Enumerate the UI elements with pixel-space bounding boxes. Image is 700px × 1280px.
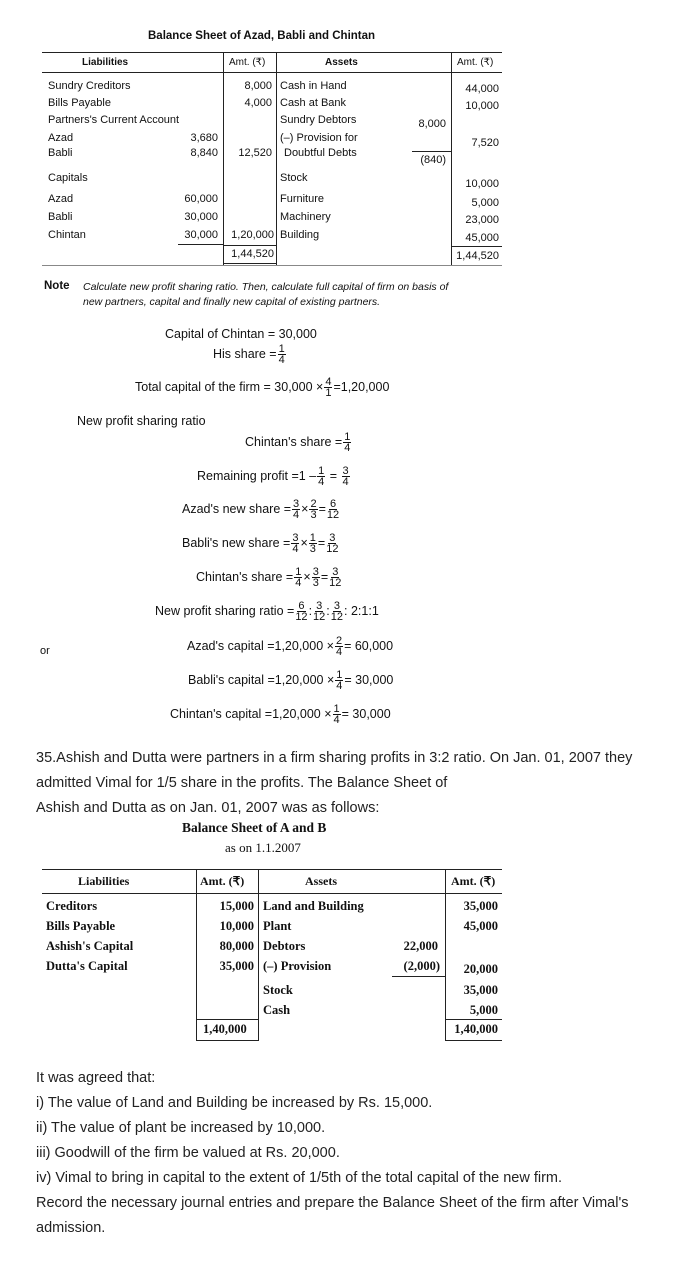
header-liabilities: Liabilities <box>78 874 130 888</box>
note-text: Calculate new profit sharing ratio. Then, calculate full capital of firm on basis of <box>83 281 449 293</box>
calc-line: Azad's capital =1,20,000 × $\frac{2}{4}$ = 60,000 <box>187 635 394 658</box>
liability-item: Azad <box>48 132 74 144</box>
col-divider <box>258 869 259 1041</box>
underline <box>451 246 502 247</box>
sub-amount: (840) <box>420 154 446 166</box>
header-amount: Amt. (₹) <box>229 57 266 68</box>
liability-amount: 10,000 <box>219 919 254 933</box>
asset-total: 1,40,000 <box>454 1022 498 1036</box>
underline <box>223 245 276 246</box>
asset-amount: 10,000 <box>465 100 499 112</box>
note-text: new partners, capital and finally new capital of existing partners. <box>83 296 381 308</box>
sub-amount: (2,000) <box>403 959 440 973</box>
asset-amount: 20,000 <box>463 962 498 976</box>
agreed-item: ii) The value of plant be increased by 10,000. <box>36 1120 326 1136</box>
asset-item: Furniture <box>280 193 325 205</box>
sub-amount: 3,680 <box>190 132 218 144</box>
underline <box>196 1019 258 1020</box>
table-top-border <box>42 52 502 53</box>
calc-line: Azad's new share = $\frac{3}{4}$ × $\frac{2}{3}$ = $\frac{6}{12}$ <box>182 498 340 521</box>
calc-line: Babli's new share = $\frac{3}{4}$ × $\frac{1}{3}$ = $\frac{3}{12}$ <box>182 532 339 555</box>
asset-item: Machinery <box>280 211 331 223</box>
asset-amount: 7,520 <box>471 137 499 149</box>
underline <box>392 976 445 977</box>
calc-line: Remaining profit =1 – $\frac{1}{4}$ = $\frac{3}{4}$ <box>197 465 349 488</box>
or-label: or <box>40 645 50 657</box>
liability-item: Bills Payable <box>48 97 111 109</box>
header-liabilities: Liabilities <box>82 57 129 68</box>
balance-sheet-date: as on 1.1.2007 <box>225 840 301 855</box>
sub-amount: 22,000 <box>403 939 438 953</box>
liability-item: Partners's Current Account <box>48 114 180 126</box>
balance-sheet-title: Balance Sheet of A and B <box>182 820 327 835</box>
col-divider <box>196 869 197 1041</box>
liability-item: Capitals <box>48 172 88 184</box>
sub-amount: 30,000 <box>184 229 218 241</box>
asset-item: Plant <box>263 919 292 933</box>
asset-amount: 35,000 <box>463 899 498 913</box>
liability-amount: 35,000 <box>219 959 254 973</box>
calc-line: His share = $\frac{1}{4}$ <box>213 343 285 366</box>
underline <box>196 1040 258 1041</box>
balance-sheet-title: Balance Sheet of Azad, Babli and Chintan <box>148 30 376 42</box>
asset-item: Doubtful Debts <box>284 147 357 159</box>
asset-item: Stock <box>280 172 308 184</box>
table-bottom-border <box>42 265 502 266</box>
asset-amount: 10,000 <box>465 178 499 190</box>
liability-item: Babli <box>48 211 73 223</box>
asset-amount: 45,000 <box>463 919 498 933</box>
header-assets: Assets <box>305 874 337 888</box>
instruction-text: admission. <box>36 1220 106 1236</box>
calc-line: Chintan's share = $\frac{1}{4}$ × $\frac{3}{3}$ = $\frac{3}{12}$ <box>196 566 342 589</box>
asset-item: Debtors <box>263 939 306 953</box>
liability-amount: 8,000 <box>244 80 272 92</box>
asset-amount: 35,000 <box>463 983 498 997</box>
asset-item: Building <box>280 229 320 241</box>
asset-item: Sundry Debtors <box>280 114 357 126</box>
asset-item: Cash at Bank <box>280 97 347 109</box>
asset-item: (–) Provision <box>263 959 332 973</box>
asset-item: Cash in Hand <box>280 80 347 92</box>
instruction-text: Record the necessary journal entries and prepare the Balance Sheet of the firm after Vimal's <box>36 1195 629 1211</box>
sub-amount: 8,000 <box>418 118 446 130</box>
liability-amount: 80,000 <box>219 939 254 953</box>
underline <box>445 1019 502 1020</box>
liability-item: Ashish's Capital <box>46 939 134 953</box>
liability-item: Creditors <box>46 899 98 913</box>
asset-item: Stock <box>263 983 293 997</box>
asset-amount: 5,000 <box>471 197 499 209</box>
table-header-border <box>42 72 502 73</box>
asset-amount: 23,000 <box>465 214 499 226</box>
header-assets: Assets <box>325 57 358 68</box>
header-amount-assets: Amt. (₹) <box>451 874 496 888</box>
calc-line: Chintan's capital =1,20,000 × $\frac{1}{4}$ = 30,000 <box>170 703 391 726</box>
liability-item: Bills Payable <box>46 919 116 933</box>
liability-item: Dutta's Capital <box>46 959 128 973</box>
asset-amount: 44,000 <box>465 83 499 95</box>
calc-line: Chintan's share = $\frac{1}{4}$ <box>245 431 351 454</box>
liability-amount: 4,000 <box>244 97 272 109</box>
sub-amount: 30,000 <box>184 211 218 223</box>
liability-total: 1,40,000 <box>203 1022 247 1036</box>
header-amount: Amt. (₹) <box>200 874 245 888</box>
col-divider <box>276 52 277 265</box>
underline <box>412 151 451 152</box>
liability-item: Chintan <box>48 229 86 241</box>
underline <box>445 1040 502 1041</box>
liability-amount: 1,20,000 <box>231 229 274 241</box>
agreed-heading: It was agreed that: <box>36 1070 156 1086</box>
table-top-border <box>42 869 502 870</box>
underline <box>223 263 276 264</box>
liability-amount: 15,000 <box>219 899 254 913</box>
header-amount-assets: Amt. (₹) <box>457 57 494 68</box>
asset-item: Land and Building <box>263 899 364 913</box>
agreed-item: iii) Goodwill of the firm be valued at Rs. 20,000. <box>36 1145 340 1161</box>
liability-item: Babli <box>48 147 73 159</box>
sub-amount: 8,840 <box>190 147 218 159</box>
asset-item: Cash <box>263 1003 291 1017</box>
table-header-border <box>42 893 502 894</box>
calc-line: Babli's capital =1,20,000 × $\frac{1}{4}$ = 30,000 <box>188 669 394 692</box>
underline <box>178 244 223 245</box>
question-text: Ashish and Dutta as on Jan. 01, 2007 was as follows: <box>36 800 380 816</box>
asset-amount: 45,000 <box>465 232 499 244</box>
agreed-item: iv) Vimal to bring in capital to the extent of 1/5th of the total capital of the new firm. <box>36 1170 563 1186</box>
calc-line: New profit sharing ratio = $\frac{6}{12}$ : $\frac{3}{12}$ : $\frac{3}{12}$ : 2:1:1 <box>155 600 379 623</box>
question-text: admitted Vimal for 1/5 share in the profits. The Balance Sheet of <box>36 775 448 791</box>
agreed-item: i) The value of Land and Building be increased by Rs. 15,000. <box>36 1095 433 1111</box>
calc-line: Total capital of the firm = 30,000 × $\frac{4}{1}$ =1,20,000 <box>135 376 390 399</box>
note-label: Note <box>44 280 70 292</box>
liability-item: Sundry Creditors <box>48 80 131 92</box>
col-divider <box>445 869 446 1041</box>
asset-item: (–) Provision for <box>280 132 358 144</box>
asset-total: 1,44,520 <box>456 250 499 262</box>
liability-amount: 12,520 <box>238 147 272 159</box>
liability-item: Azad <box>48 193 74 205</box>
calc-line: Capital of Chintan = 30,000 <box>165 327 317 341</box>
question-text: 35.Ashish and Dutta were partners in a firm sharing profits in 3:2 ratio. On Jan. 01, 2007 they <box>36 750 633 766</box>
sub-amount: 60,000 <box>184 193 218 205</box>
asset-amount: 5,000 <box>469 1003 498 1017</box>
calc-heading: New profit sharing ratio <box>77 414 206 428</box>
liability-total: 1,44,520 <box>231 248 274 260</box>
